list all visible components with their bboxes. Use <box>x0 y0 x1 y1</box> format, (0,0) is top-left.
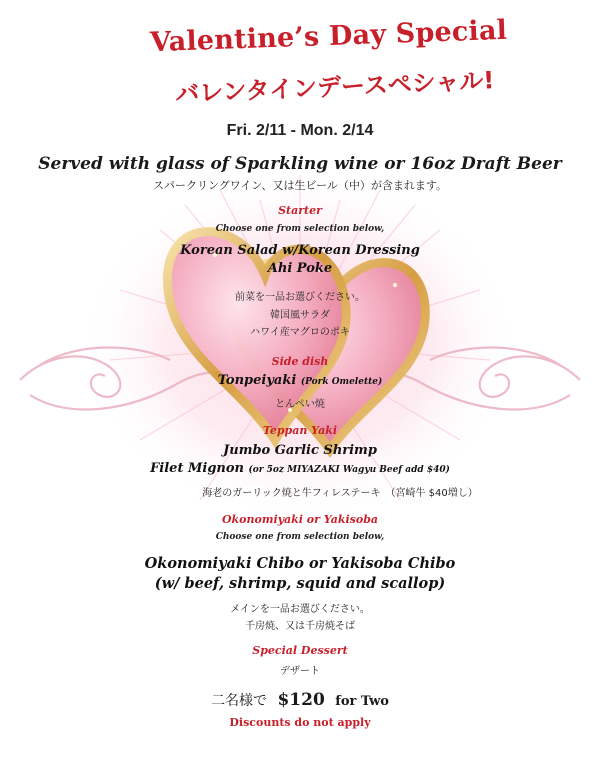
price-prefix-japanese: 二名様で <box>211 693 267 709</box>
okonomiyaki-note: Choose one from selection below, <box>215 532 385 542</box>
okonomiyaki-heading: Okonomiyaki or Yakisoba <box>221 513 379 526</box>
price-for-two: for Two <box>335 694 389 709</box>
side-dish-japanese: とんぺい焼 <box>275 399 325 410</box>
okonomiyaki-note-japanese: メインを一品お選びください。 <box>230 604 370 615</box>
title-english: Valentine’s Day Special <box>149 14 508 59</box>
teppan-item-shrimp: Jumbo Garlic Shrimp <box>223 443 377 458</box>
dessert-japanese: デザート <box>280 666 320 677</box>
served-with-japanese: スパークリングワイン、又は生ビール（中）が含まれます。 <box>152 179 448 192</box>
starter-item2-japanese: ハワイ産マグロのポキ <box>250 327 350 338</box>
starter-item1-japanese: 韓国風サラダ <box>270 310 330 321</box>
okonomiyaki-item: Okonomiyaki Chibo or Yakisoba Chibo <box>144 555 456 572</box>
side-dish-heading: Side dish <box>271 355 329 368</box>
starter-heading: Starter <box>278 204 322 217</box>
price-amount: $120 <box>277 690 325 710</box>
teppan-filet-paren: (or 5oz MIYAZAKI Wagyu Beef add $40) <box>248 465 450 475</box>
served-with-english: Served with glass of Sparkling wine or 16oz Draft Beer <box>38 154 562 174</box>
starter-item-korean-salad: Korean Salad w/Korean Dressing <box>180 243 420 258</box>
teppan-japanese: 海老のガーリック焼と牛フィレステーキ （宮崎牛 $40増し） <box>202 488 478 499</box>
teppan-item-filet <box>0 461 600 476</box>
price-line <box>0 690 600 710</box>
side-dish-item <box>0 373 600 388</box>
okonomiyaki-item-detail: (w/ beef, shrimp, squid and scallop) <box>154 575 446 592</box>
discount-note: Discounts do not apply <box>229 716 371 729</box>
title-japanese: バレンタインデースペシャル! <box>174 66 495 109</box>
starter-note: Choose one from selection below, <box>215 224 385 234</box>
starter-item-ahi-poke: Ahi Poke <box>267 261 333 276</box>
teppan-heading: Teppan Yaki <box>262 424 338 437</box>
side-dish-name: Tonpeiyaki <box>217 373 297 388</box>
dessert-heading: Special Dessert <box>252 644 348 657</box>
side-dish-paren: (Pork Omelette) <box>300 377 383 387</box>
date-range: Fri. 2/11 - Mon. 2/14 <box>226 122 374 139</box>
starter-note-japanese: 前菜を一品お選びください。 <box>235 292 365 303</box>
teppan-filet-name: Filet Mignon <box>150 461 244 476</box>
okonomiyaki-item-japanese: 千房焼、又は千房焼そば <box>245 621 355 632</box>
